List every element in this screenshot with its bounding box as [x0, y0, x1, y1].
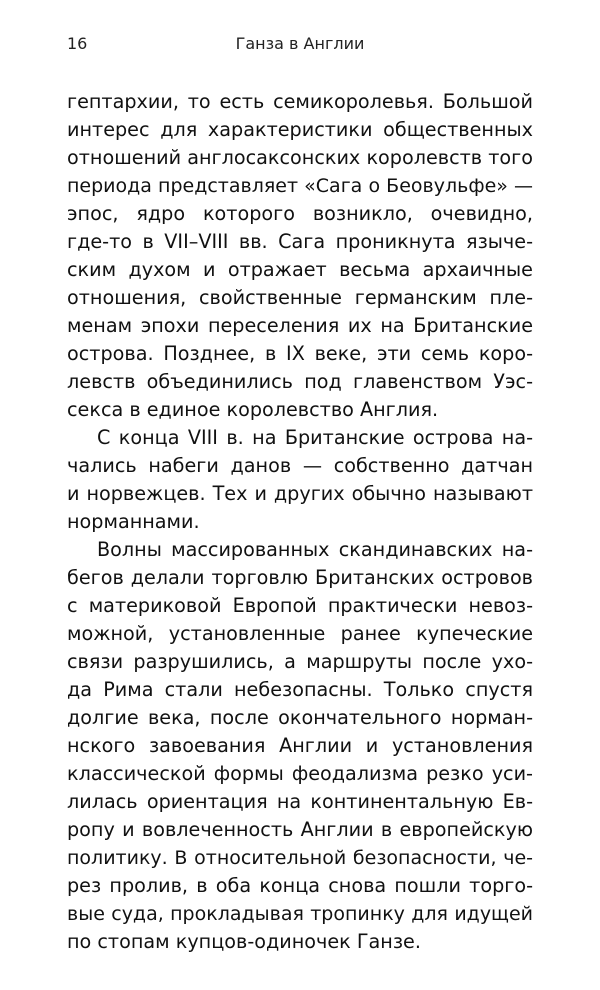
text-line: отношения, свойственные германским пле- [67, 286, 533, 309]
text-line: ским духом и отражает весьма архаичные [67, 258, 533, 281]
text-line: да Рима стали небезопасны. Только спустя [67, 678, 533, 701]
text-line: ропу и вовлеченность Англии в европейскую [67, 818, 533, 841]
text-line: рез пролив, в оба конца снова пошли торго- [67, 874, 533, 897]
body-text [67, 88, 533, 956]
text-line: политику. В относительной безопасности, че- [67, 847, 533, 869]
text-line: Волны массированных скандинавских на- [97, 538, 533, 561]
text-line: периода представляет «Сага о Беовульфе» — [67, 175, 533, 197]
text-line: острова. Позднее, в IX веке, эти семь коро- [67, 342, 533, 365]
text-line: и норвежцев. Тех и других обычно называют [67, 482, 533, 505]
text-line: с материковой Европой практически невоз- [67, 594, 533, 617]
running-title: Ганза в Англии [235, 34, 365, 53]
text-line: можной, установленные ранее купеческие [67, 622, 533, 645]
text-line: С конца VIII в. на Британские острова на- [97, 426, 533, 449]
text-line: долгие века, после окончательного норман- [67, 706, 533, 729]
text-line: связи разрушились, а маршруты после ухо- [67, 650, 533, 673]
text-line: эпос, ядро которого возникло, очевидно, [67, 202, 533, 225]
text-line: классической формы феодализма резко уси- [67, 762, 533, 785]
text-line: гептархии, то есть семикоролевья. Большой [67, 90, 533, 113]
text-line: чались набеги данов — собственно датчан [67, 454, 533, 477]
text-line: лилась ориентация на континентальную Ев- [67, 790, 533, 813]
page-header [67, 34, 533, 56]
text-line: нского завоевания Англии и установления [67, 734, 533, 757]
text-line: секса в единое королевство Англия. [67, 398, 439, 421]
text-line: бегов делали торговлю Британских островов [67, 566, 533, 589]
text-line: левств объединились под главенством Уэс- [67, 370, 533, 393]
text-line: интерес для характеристики общественных [67, 118, 533, 141]
text-line: норманнами. [67, 510, 200, 533]
text-line: вые суда, прокладывая тропинку для идущей [67, 903, 533, 925]
page-number: 16 [67, 34, 88, 53]
text-line: менам эпохи переселения их на Британские [67, 314, 533, 337]
text-line: по стопам купцов-одиночек Ганзе. [67, 930, 421, 953]
text-line: где-то в VII–VIII вв. Сага проникнута языче- [67, 230, 533, 253]
text-line: отношений англосаксонских королевств того [67, 146, 533, 169]
